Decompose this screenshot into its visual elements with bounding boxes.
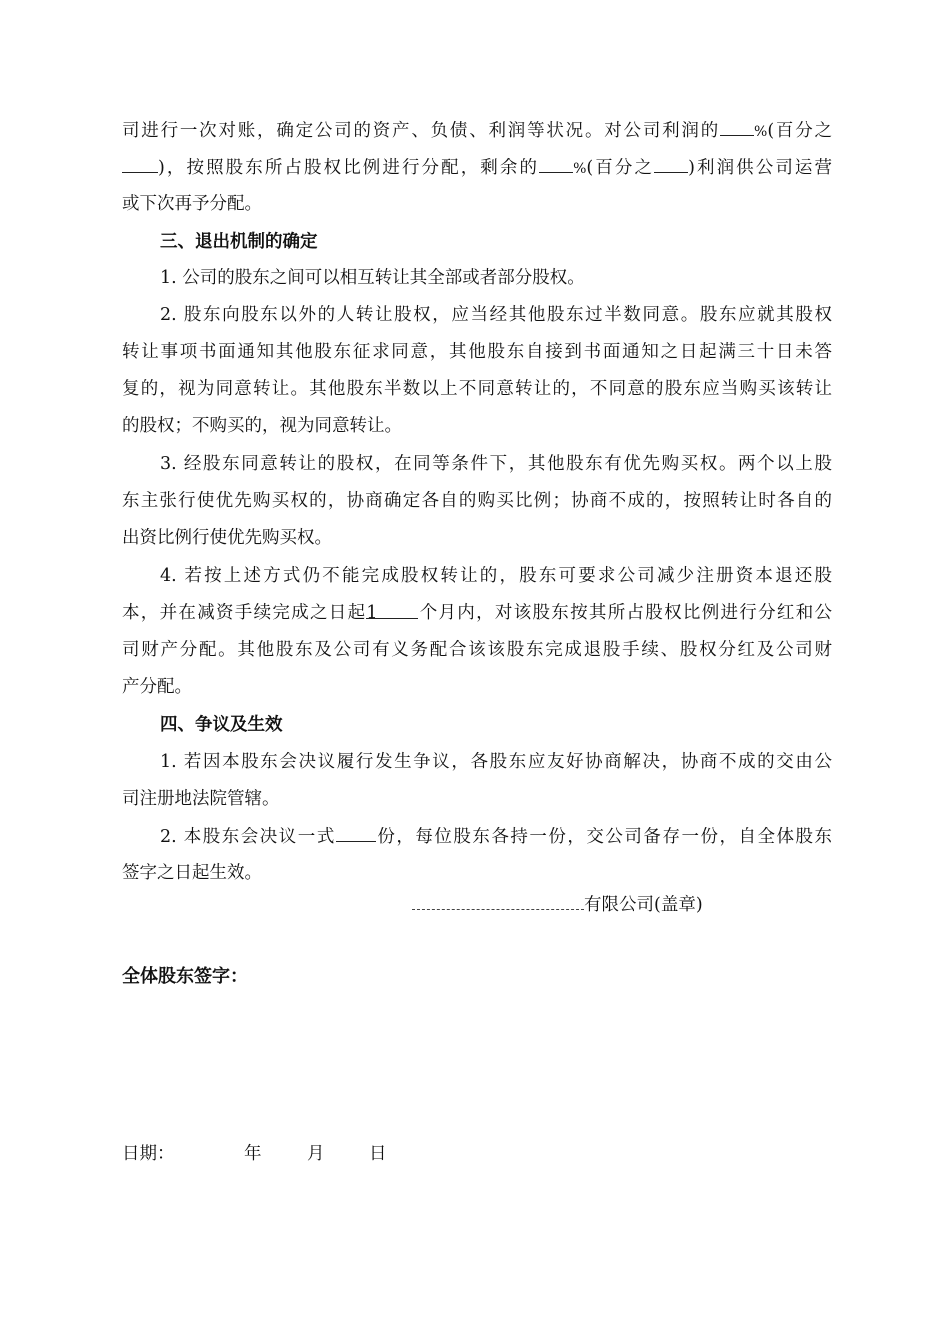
date-day: 日: [369, 1144, 387, 1164]
date-month: 月: [307, 1144, 325, 1164]
seal-label: 有限公司(盖章): [584, 895, 703, 915]
text-span: (百分之: [767, 121, 833, 141]
paragraph-line: 东主张行使优先购买权的，协商确定各自的购买比例；协商不成的，按照转让时各自的: [122, 491, 832, 511]
paragraph-line: 1. 公司的股东之间可以相互转让其全部或者部分股权。: [160, 268, 585, 288]
signature-label: 全体股东签字：: [122, 966, 248, 987]
section-heading: 四、争议及生效: [160, 715, 283, 735]
paragraph-line: 1. 若因本股东会决议履行发生争议，各股东应友好协商解决，协商不成的交由公: [160, 752, 832, 772]
company-name-field: [412, 892, 584, 910]
copies-field: [336, 824, 376, 842]
paragraph-line: 转让事项书面通知其他股东征求同意，其他股东自接到书面通知之日起满三十日未答: [122, 342, 832, 362]
paragraph-line: [122, 118, 832, 144]
paragraph-line: 或下次再予分配。: [122, 194, 262, 214]
text-span: 本，并在减资手续完成之日起: [122, 603, 367, 623]
paragraph-line: [122, 155, 832, 181]
paragraph-line: [122, 601, 832, 625]
text-span: 司进行一次对账，确定公司的资产、负债、利润等状况。对公司利润的: [122, 121, 720, 141]
months-field: 1: [366, 601, 418, 619]
text-span: 个月内，对该股东按其所占股权比例进行分红和公: [418, 603, 833, 623]
percent-sign: %: [754, 124, 768, 140]
text-span: 2. 本股东会决议一式: [160, 827, 336, 847]
blank-field: [720, 118, 754, 136]
blank-field: [122, 155, 158, 173]
blank-field: [539, 155, 573, 173]
paragraph-line: 产分配。: [122, 677, 192, 697]
text-span: (百分之: [586, 158, 655, 178]
paragraph-line: 的股权；不购买的，视为同意转让。: [122, 416, 402, 436]
date-label: 日期：: [122, 1144, 175, 1164]
percent-sign: %: [573, 161, 587, 177]
paragraph-line: 4. 若按上述方式仍不能完成股权转让的，股东可要求公司减少注册资本退还股: [160, 566, 832, 586]
paragraph-line: 出资比例行使优先购买权。: [122, 528, 332, 548]
paragraph-line: 司财产分配。其他股东及公司有义务配合该该股东完成退股手续、股权分红及公司财: [122, 640, 832, 660]
text-span: )，按照股东所占股权比例进行分配，剩余的: [158, 158, 540, 178]
paragraph-line: 3. 经股东同意转让的股权，在同等条件下，其他股东有优先购买权。两个以上股: [160, 454, 832, 474]
paragraph-line: 签字之日起生效。: [122, 863, 262, 883]
paragraph-line: 复的，视为同意转让。其他股东半数以上不同意转让的，不同意的股东应当购买该转让: [122, 379, 832, 399]
company-seal-line: [412, 892, 703, 917]
paragraph-line: [160, 824, 832, 849]
text-span: )利润供公司运营: [688, 158, 833, 178]
text-span: 份，每位股东各持一份，交公司备存一份，自全体股东: [375, 827, 832, 847]
section-heading: 三、退出机制的确定: [160, 232, 318, 252]
date-year: 年: [244, 1144, 262, 1164]
blank-field: [654, 155, 688, 173]
paragraph-line: 司注册地法院管辖。: [122, 789, 280, 809]
paragraph-line: 2. 股东向股东以外的人转让股权，应当经其他股东过半数同意。股东应就其股权: [160, 305, 832, 325]
